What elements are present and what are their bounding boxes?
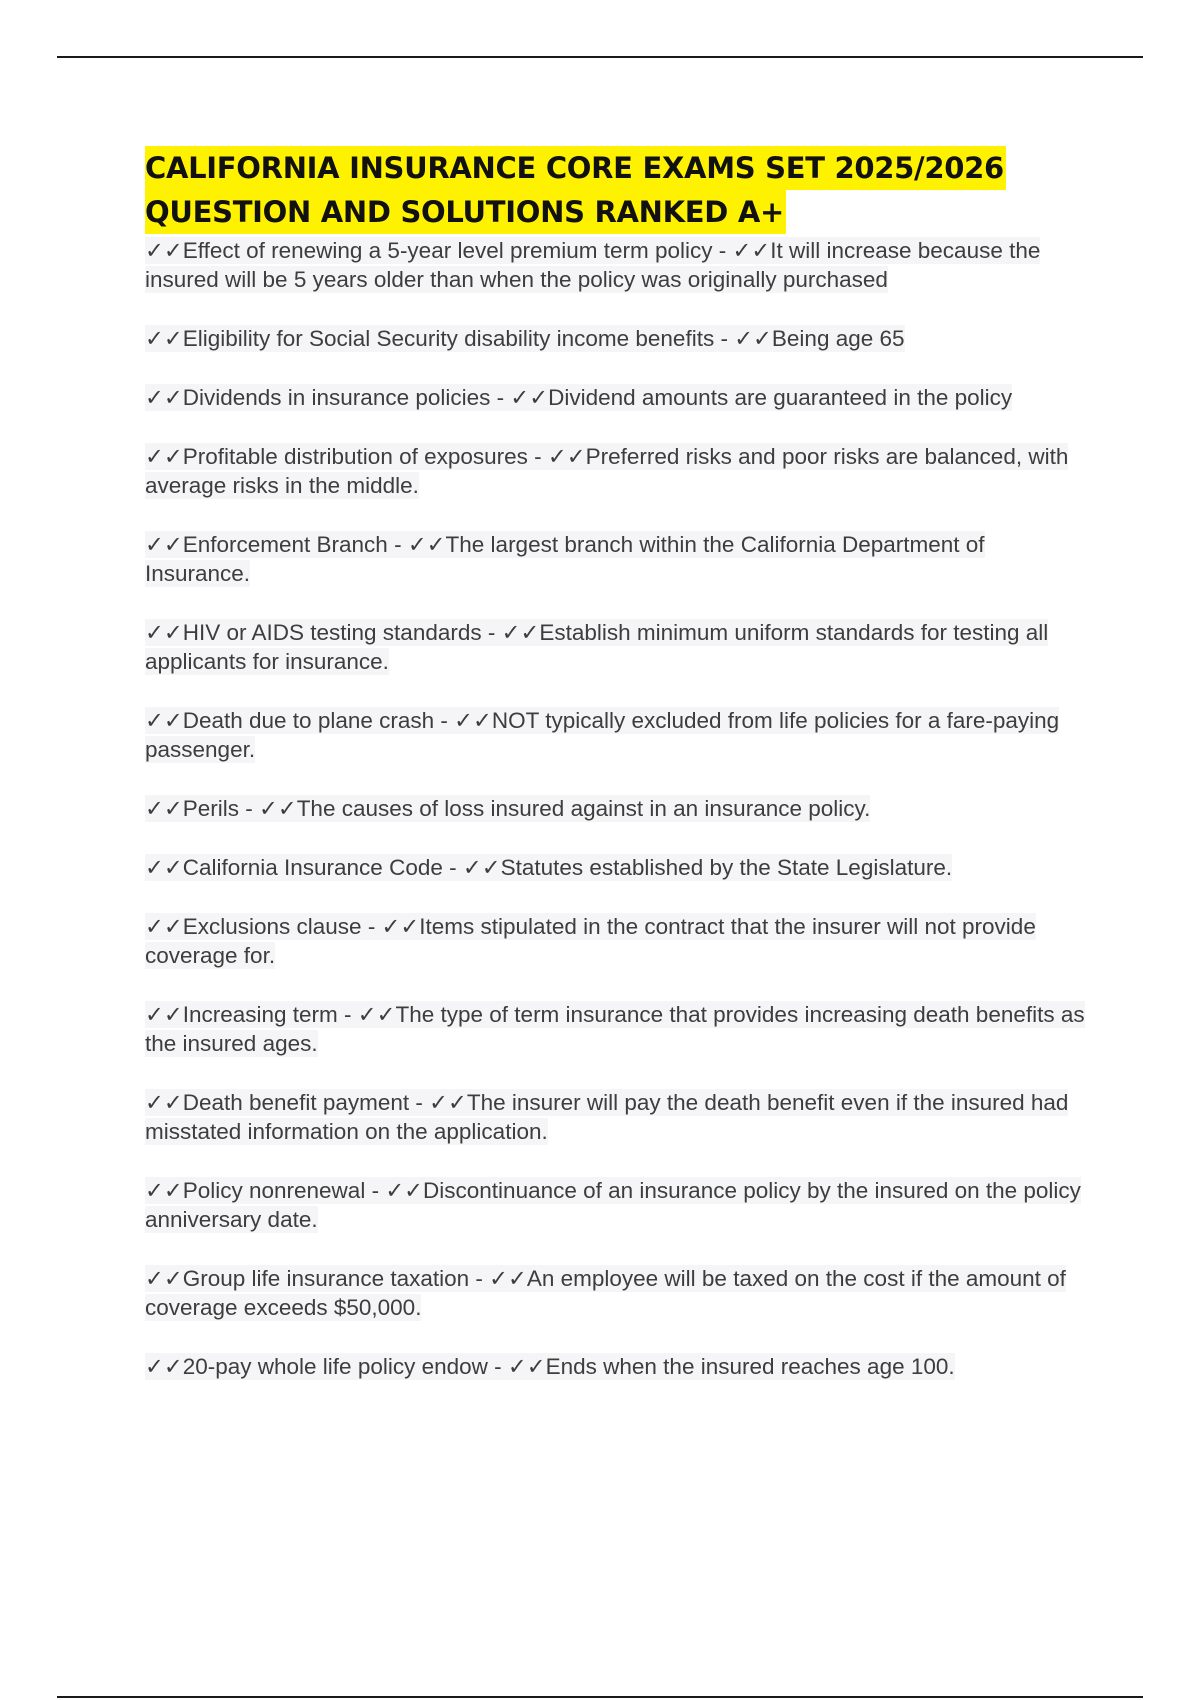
qa-item: ✓✓Eligibility for Social Security disability income benefits - ✓✓Being age 65: [145, 326, 905, 351]
qa-answer: The causes of loss insured against in an insurance policy.: [296, 796, 871, 821]
qa-item: ✓✓Death benefit payment - ✓✓The insurer will pay the death benefit even if the insured had misstated information on the application.: [145, 1090, 1069, 1144]
qa-answer: NOT typically excluded from life policies for a fare-paying passenger.: [145, 708, 1060, 762]
qa-item: ✓✓HIV or AIDS testing standards - ✓✓Establish minimum uniform standards for testing all applicants for insurance.: [145, 620, 1049, 674]
qa-term: Policy nonrenewal: [182, 1178, 366, 1203]
qa-item: ✓✓Exclusions clause - ✓✓Items stipulated in the contract that the insurer will not provide coverage for.: [145, 914, 1036, 968]
qa-answer: Dividend amounts are guaranteed in the policy: [548, 385, 1013, 410]
qa-answer: Preferred risks and poor risks are balanced, with average risks in the middle.: [145, 444, 1069, 498]
title-line-1: CALIFORNIA INSURANCE CORE EXAMS SET 2025/2026: [145, 146, 1006, 190]
qa-item: ✓✓20-pay whole life policy endow - ✓✓Ends when the insured reaches age 100.: [145, 1354, 955, 1379]
qa-item: ✓✓Group life insurance taxation - ✓✓An employee will be taxed on the cost if the amount of coverage exceeds $50,000.: [145, 1266, 1066, 1320]
qa-answer: Discontinuance of an insurance policy by the insured on the policy anniversary date.: [145, 1178, 1081, 1232]
qa-term: Exclusions clause: [182, 914, 362, 939]
qa-term: HIV or AIDS testing standards: [182, 620, 482, 645]
qa-item: ✓✓Enforcement Branch - ✓✓The largest branch within the California Department of Insurance.: [145, 532, 985, 586]
qa-item: ✓✓Death due to plane crash - ✓✓NOT typically excluded from life policies for a fare-paying passenger.: [145, 708, 1060, 762]
qa-term: Death due to plane crash: [182, 708, 435, 733]
document-body: [145, 146, 1095, 1411]
qa-item: ✓✓Profitable distribution of exposures - ✓✓Preferred risks and poor risks are balanced, with average risks in the middle.: [145, 444, 1069, 498]
qa-item: ✓✓Increasing term - ✓✓The type of term insurance that provides increasing death benefits as the insured ages.: [145, 1002, 1085, 1056]
bottom-rule: [57, 1696, 1143, 1698]
qa-term: Enforcement Branch: [182, 532, 388, 557]
qa-answer: Items stipulated in the contract that the insurer will not provide coverage for.: [145, 914, 1036, 968]
qa-term: California Insurance Code: [182, 855, 443, 880]
qa-answer: An employee will be taxed on the cost if the amount of coverage exceeds $50,000.: [145, 1266, 1066, 1320]
top-rule: [57, 56, 1143, 58]
qa-item: ✓✓Effect of renewing a 5-year level premium term policy - ✓✓It will increase because the insured will be 5 years older than when the policy was originally purchased: [145, 238, 1041, 292]
qa-item: ✓✓Perils - ✓✓The causes of loss insured against in an insurance policy.: [145, 796, 871, 821]
title-line-2: QUESTION AND SOLUTIONS RANKED A+: [145, 190, 786, 234]
qa-item: ✓✓California Insurance Code - ✓✓Statutes established by the State Legislature.: [145, 855, 953, 880]
qa-term: Group life insurance taxation: [182, 1266, 470, 1291]
qa-answer: It will increase because the insured will be 5 years older than when the policy was originally purchased: [145, 238, 1041, 292]
qa-term: Perils: [182, 796, 239, 821]
qa-answer: The largest branch within the California Department of Insurance.: [145, 532, 985, 586]
qa-answer: Statutes established by the State Legislature.: [500, 855, 953, 880]
qa-term: Eligibility for Social Security disability income benefits: [182, 326, 715, 351]
qa-answer: Ends when the insured reaches age 100.: [545, 1354, 955, 1379]
qa-answer: The insurer will pay the death benefit even if the insured had misstated information on the application.: [145, 1090, 1069, 1144]
qa-item: ✓✓Dividends in insurance policies - ✓✓Dividend amounts are guaranteed in the policy: [145, 385, 1013, 410]
qa-term: Death benefit payment: [182, 1090, 410, 1115]
qa-list: [145, 236, 1095, 1381]
qa-term: Effect of renewing a 5-year level premium term policy: [182, 238, 713, 263]
qa-answer: Establish minimum uniform standards for testing all applicants for insurance.: [145, 620, 1049, 674]
qa-answer: The type of term insurance that provides increasing death benefits as the insured ages.: [145, 1002, 1085, 1056]
document-title: [145, 146, 1095, 234]
qa-term: Profitable distribution of exposures: [182, 444, 528, 469]
qa-answer: Being age 65: [771, 326, 905, 351]
qa-item: ✓✓Policy nonrenewal - ✓✓Discontinuance of an insurance policy by the insured on the policy anniversary date.: [145, 1178, 1081, 1232]
qa-term: Dividends in insurance policies: [182, 385, 491, 410]
qa-term: Increasing term: [182, 1002, 338, 1027]
qa-term: 20-pay whole life policy endow: [182, 1354, 488, 1379]
